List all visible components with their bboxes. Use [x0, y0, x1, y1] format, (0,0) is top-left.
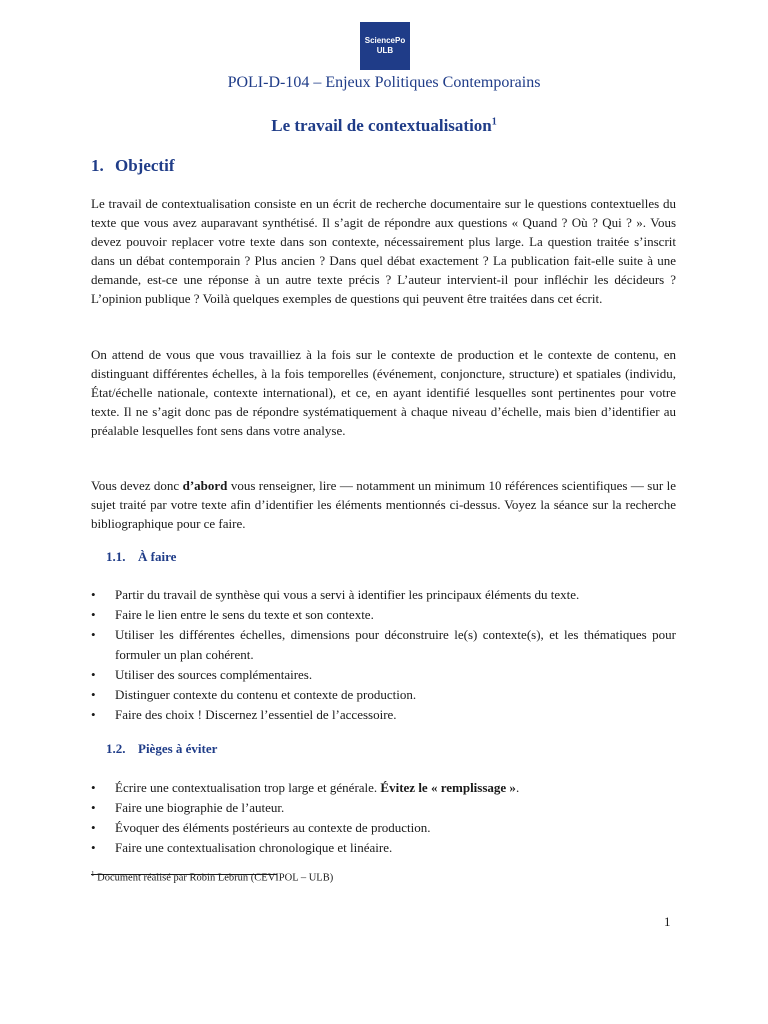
- paragraph-3-start: Vous devez donc: [91, 478, 183, 493]
- subsection-heading-pieges: [106, 741, 217, 757]
- footnote: [91, 870, 333, 884]
- course-title: POLI-D-104 – Enjeux Politiques Contemporains: [227, 74, 541, 91]
- list-item: • Évoquer des éléments postérieurs au contexte de production.: [91, 818, 676, 838]
- footnote-mark: 1: [91, 870, 95, 878]
- paragraph-3-end: vous renseigner, lire — notamment un minimum 10 références scientifiques — sur le sujet traité par votre texte afin d’identifier les éléments mentionnés ci-dessus. Voyez la séance sur la recherche bibliographique pour ce faire.: [91, 478, 676, 531]
- footnote-reference: 1: [491, 116, 497, 128]
- list-item: • Partir du travail de synthèse qui vous a servi à identifier les principaux éléments du texte.: [91, 585, 676, 605]
- sciencepo-ulb-logo: [360, 22, 410, 70]
- subsection-title: Pièges à éviter: [138, 741, 218, 756]
- paragraph-1: Le travail de contextualisation consiste en un écrit de recherche documentaire sur le questions contextuelles du texte que vous avez auparavant synthétisé. Il s’agit de répondre aux questions « Quand ? Où ? Qui ? ». Vous devez pouvoir replacer votre texte dans son contexte, nécessairement plus large. La question traitée s’inscrit dans un débat contemporain ? Plus ancien ? Dans quel débat exactement ? La publication fait-elle suite à une demande, est-ce une réponse à un autre texte précis ? L’auteur intervient-il pour infléchir les décideurs ? L’opinion publique ? Voilà quelques exemples de questions qui peuvent être traitées dans cet écrit.: [91, 196, 676, 306]
- list-item: • Faire une biographie de l’auteur.: [91, 798, 676, 818]
- paragraph-2: On attend de vous que vous travailliez à la fois sur le contexte de production et le contexte de contenu, en distinguant différentes échelles, à la fois temporelles (événement, conjoncture, structure) et spatiales (individu, État/échelle nationale, contexte international), et ce, en ayant identifié lesquelles sont pertinentes pour votre texte. Il ne s’agit donc pas de répondre systématiquement à chaque niveau d’échelle, mais bien d’identifier au préalable lesquelles font sens dans votre analyse.: [91, 347, 676, 438]
- list-item: • Faire des choix ! Discernez l’essentiel de l’accessoire.: [91, 705, 676, 725]
- document-title-text: Le travail de contextualisation: [271, 116, 492, 135]
- subsection-number: 1.1.: [106, 549, 126, 564]
- section-heading-objectif: [91, 156, 174, 176]
- subsection-number: 1.2.: [106, 741, 126, 756]
- list-item: • Faire le lien entre le sens du texte et son contexte.: [91, 605, 676, 625]
- pieges-list: [91, 778, 676, 858]
- footnote-text: Document réalisé par Robin Lebrun (CEVIPOL – ULB): [94, 872, 334, 884]
- list-item-text: Écrire une contextualisation trop large et générale.: [115, 780, 381, 795]
- subsection-title: À faire: [138, 549, 177, 564]
- a-faire-list: [91, 585, 676, 725]
- logo-line-2: ULB: [376, 46, 394, 55]
- section-title: Objectif: [115, 156, 175, 175]
- document-title: [0, 116, 768, 136]
- list-item: [91, 778, 676, 798]
- paragraph-3-bold: d’abord: [182, 478, 228, 493]
- logo-line-1: SciencePo: [364, 36, 406, 45]
- page-number: 1: [664, 914, 671, 929]
- paragraph-3: [91, 476, 676, 533]
- subsection-heading-a-faire: [106, 549, 176, 565]
- list-item: • Faire une contextualisation chronologique et linéaire.: [91, 838, 676, 858]
- list-item-end: .: [515, 780, 520, 795]
- list-item: • Utiliser les différentes échelles, dimensions pour déconstruire le(s) contexte(s), et les thématiques pour formuler un plan cohérent.: [91, 625, 676, 665]
- list-item: • Utiliser des sources complémentaires.: [91, 665, 676, 685]
- list-item-bold: Évitez le « remplissage »: [380, 780, 516, 795]
- section-number: 1.: [91, 156, 104, 175]
- list-item: • Distinguer contexte du contenu et contexte de production.: [91, 685, 676, 705]
